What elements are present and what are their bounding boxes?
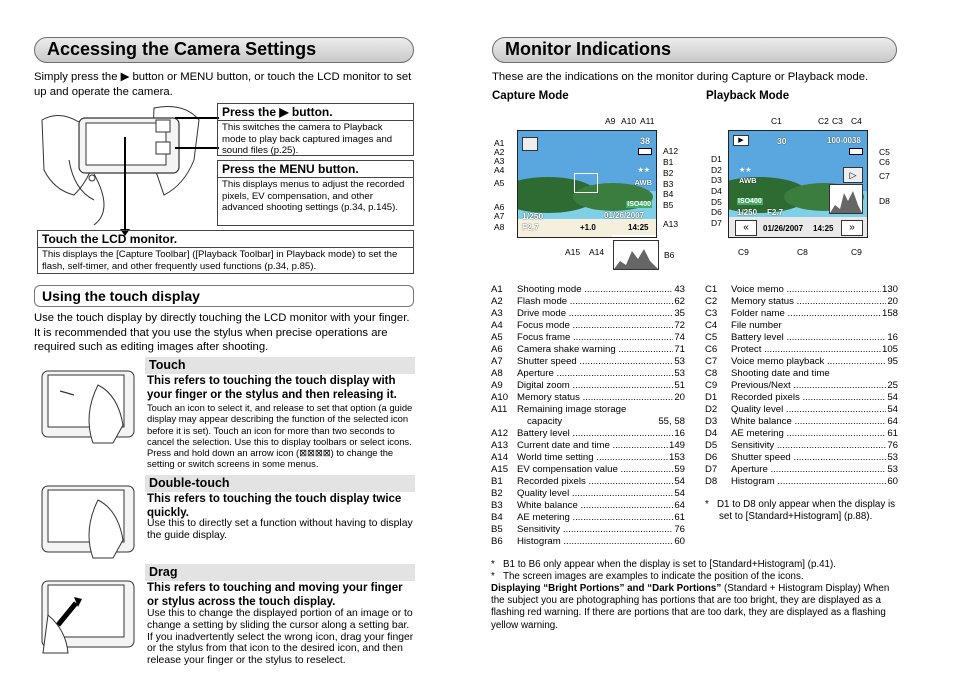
pb-label-d8: D8 — [879, 196, 890, 206]
touch-lcd-body: This displays the [Capture Toolbar] ([Playback Toolbar] in Playback mode) to set the flash, self-timer, and other frequently used functions (p.34, p.85). — [42, 249, 398, 272]
capture-index-list — [491, 284, 685, 548]
cap-label-a11: A11 — [640, 116, 655, 126]
playback-index-code: D7 — [705, 464, 718, 475]
pb-time-readout: 14:25 — [813, 224, 834, 233]
capture-index-row — [491, 428, 685, 440]
playback-index-page: 20 — [887, 296, 898, 307]
capture-index-code: A5 — [491, 332, 503, 343]
pb-date-readout: 01/26/2007 — [763, 224, 804, 233]
capture-index-code: A14 — [491, 452, 509, 463]
note-1: * B1 to B6 only appear when the display is set to [Standard+Histogram] (p.41). — [491, 559, 836, 570]
cap-label-a12: A12 — [663, 146, 679, 156]
playback-index-code: C3 — [705, 308, 718, 319]
capture-index-row — [491, 332, 685, 344]
playback-index-name: Quality level ..... — [731, 404, 886, 416]
capture-index-name: Current date and time ..... — [517, 440, 668, 452]
capture-index-code: A6 — [491, 344, 503, 355]
capture-index-code: A4 — [491, 320, 503, 331]
playback-index-name: Shooting date and time — [731, 368, 830, 379]
playback-index-name: Folder name ..... — [731, 308, 881, 320]
capture-index-name: Focus frame ..... — [517, 332, 673, 344]
press-menu-body: This displays menus to adjust the recorded pixels, EV compensation, and other advanced shooting settings (p.34, p.145). — [222, 179, 405, 213]
capture-index-page: 54 — [674, 476, 685, 487]
cap-label-b2: B2 — [663, 168, 674, 178]
capture-index-code: A9 — [491, 380, 503, 391]
capture-index-code: A8 — [491, 368, 503, 379]
pb-label-c3: C3 — [832, 116, 843, 126]
left-section-title: Accessing the Camera Settings — [34, 37, 414, 63]
playback-index-row — [705, 476, 898, 488]
playback-index-code: C9 — [705, 380, 718, 391]
playback-index-name: Memory status ..... — [731, 296, 886, 308]
capture-index-name: Shutter speed ..... — [517, 356, 673, 368]
capture-index-page: 51 — [674, 380, 685, 391]
touch-lcd-heading: Touch the LCD monitor. — [38, 231, 413, 248]
capture-index-code: A11 — [491, 404, 508, 415]
capture-index-name: Camera shake warning ..... — [517, 344, 673, 356]
playback-index-code: D5 — [705, 440, 718, 451]
pb-label-d1: D1 — [711, 154, 722, 164]
capture-index-page: 72 — [674, 320, 685, 331]
playback-index-name: Sensitivity ..... — [731, 440, 886, 452]
press-menu-heading: Press the MENU button. — [218, 161, 413, 178]
capture-index-row — [491, 452, 685, 464]
capture-index-page: 61 — [674, 512, 685, 523]
playback-index-page: 53 — [887, 464, 898, 475]
capture-index-name: capacity — [527, 416, 563, 427]
ev-readout: +1.0 — [580, 223, 596, 232]
cap-label-a13: A13 — [663, 219, 679, 229]
cap-label-a4: A4 — [494, 165, 505, 175]
playback-index-name: Aperture ..... — [731, 464, 886, 476]
pb-label-c1: C1 — [771, 116, 782, 126]
capture-index-name: Digital zoom ..... — [517, 380, 673, 392]
playback-index-name: Protect ..... — [731, 344, 881, 356]
battery-icon — [849, 148, 863, 155]
bright-heading: Displaying “Bright Portions” and “Dark Portions” — [491, 583, 722, 594]
playback-index-row — [705, 344, 898, 356]
arrow-line-play — [175, 117, 219, 119]
capture-index-page: 59 — [674, 464, 685, 475]
playback-index-page: 54 — [887, 392, 898, 403]
bright-body: When the subject you are photographing has portions that are too bright, they are displayed as a flashing red warning. If there are portions that are too dark, they are displayed as a flashing yellow warning. — [491, 583, 890, 631]
capture-index-row — [491, 524, 685, 536]
playback-index-page: 76 — [887, 440, 898, 451]
capture-index-page: 71 — [674, 344, 685, 355]
time-readout: 14:25 — [628, 223, 649, 232]
touch-display-intro: Use the touch display by directly touching the LCD monitor with your finger. It is recommended that you use the stylus when precise operations are required such as editing images after shooting. — [34, 312, 410, 353]
capture-index-name: Memory status ..... — [517, 392, 673, 404]
cap-label-a5: A5 — [494, 178, 505, 188]
playback-index-code: C2 — [705, 296, 718, 307]
pb-label-c2: C2 — [818, 116, 829, 126]
capture-index-row — [491, 380, 685, 392]
capture-index-row — [491, 356, 685, 368]
cap-label-a14: A14 — [589, 247, 605, 257]
capture-index-code: A1 — [491, 284, 503, 295]
capture-index-name: AE metering ..... — [517, 512, 673, 524]
playback-index-name: Battery level ..... — [731, 332, 886, 344]
touch-display-title: Using the touch display — [34, 285, 414, 307]
playback-note-text: D1 to D8 only appear when the display is set to [Standard+Histogram] (p.88). — [716, 499, 896, 523]
capture-index-row — [491, 416, 685, 428]
capture-index-page: 62 — [674, 296, 685, 307]
pb-label-d4: D4 — [711, 186, 722, 196]
capture-index-page: 60 — [674, 536, 685, 547]
camera-hands-illustration — [34, 100, 224, 230]
pb-label-d6: D6 — [711, 207, 722, 217]
pb-label-c6: C6 — [879, 157, 890, 167]
playback-index-code: D6 — [705, 452, 718, 463]
capture-index-code: B4 — [491, 512, 503, 523]
capture-index-row — [491, 344, 685, 356]
playback-index-row — [705, 380, 898, 392]
touch-lcd-box — [37, 230, 414, 274]
note-2: * The screen images are examples to indicate the position of the icons. — [491, 571, 804, 582]
capture-histogram — [613, 240, 659, 270]
shots-remaining: 38 — [639, 136, 650, 146]
pb-label-c5: C5 — [879, 147, 890, 157]
capture-index-page: 64 — [674, 500, 685, 511]
playback-index-code: C1 — [705, 284, 718, 295]
double-touch-body: Use this to directly set a function without having to display the guide display. — [147, 518, 413, 541]
capture-index-row — [491, 512, 685, 524]
capture-index-code: B6 — [491, 536, 503, 547]
playback-index-name: Histogram ..... — [731, 476, 886, 488]
cap-label-a6: A6 — [494, 202, 505, 212]
playback-index-page — [897, 320, 898, 332]
pb-shutter-readout: 1/250 — [737, 208, 758, 217]
playback-index-page: 16 — [887, 332, 898, 343]
playback-index-code: C7 — [705, 356, 718, 367]
playback-index-page — [897, 368, 898, 380]
playback-index-name: AE metering ..... — [731, 428, 886, 440]
playback-index-code: D8 — [705, 476, 718, 487]
playback-index-page: 54 — [887, 404, 898, 415]
playback-index-name: Previous/Next ..... — [731, 380, 886, 392]
capture-index-row — [491, 536, 685, 548]
playback-index-page: 53 — [887, 452, 898, 463]
capture-index-code: B5 — [491, 524, 503, 535]
capture-index-row — [491, 320, 685, 332]
capture-index-row — [491, 404, 685, 416]
drag-heading: Drag — [145, 564, 415, 581]
playback-index-page: 158 — [881, 308, 898, 319]
playback-index-row — [705, 416, 898, 428]
capture-index-code: A12 — [491, 428, 509, 439]
pb-label-d5: D5 — [711, 197, 722, 207]
playback-index-page: 61 — [887, 428, 898, 439]
capture-index-page: 20 — [674, 392, 685, 403]
playback-index-row — [705, 440, 898, 452]
touch-lead: This refers to touching the touch display with your finger or the stylus and then releasing it. — [147, 375, 397, 401]
capture-index-page: 53 — [674, 368, 685, 379]
playback-index-code: C5 — [705, 332, 718, 343]
capture-index-page: 43 — [674, 284, 685, 295]
cap-label-a8: A8 — [494, 222, 505, 232]
arrow-line-menu — [175, 147, 219, 149]
capture-index-name: World time setting ..... — [517, 452, 668, 464]
capture-index-page: 76 — [674, 524, 685, 535]
press-play-body: This switches the camera to Playback mode to play back captured images and sound files (p.25). — [222, 122, 393, 156]
capture-index-name: Recorded pixels ..... — [517, 476, 673, 488]
cap-label-a1: A1 — [494, 138, 505, 148]
cap-label-a10: A10 — [621, 116, 637, 126]
pb-label-c7: C7 — [879, 171, 890, 181]
double-touch-lead: This refers to touching the touch display twice quickly. — [147, 493, 402, 519]
playback-index-page: 64 — [887, 416, 898, 427]
pb-label-c9-left: C9 — [738, 247, 749, 257]
playback-index-code: C4 — [705, 320, 718, 331]
cap-label-a2: A2 — [494, 147, 505, 157]
playback-index-code: C6 — [705, 344, 718, 355]
pb-wb-readout: AWB — [739, 176, 757, 185]
capture-index-page: 55, 58 — [658, 416, 685, 427]
capture-index-code: A13 — [491, 440, 509, 451]
prev-arrow-icon[interactable]: « — [735, 220, 757, 236]
playback-index-row — [705, 368, 898, 380]
capture-index-name: Histogram ..... — [517, 536, 673, 548]
bright-dark-section — [491, 583, 901, 632]
bright-heading-paren: (Standard + Histogram Display) — [724, 583, 861, 594]
capture-screen — [517, 130, 657, 238]
cap-label-b3: B3 — [663, 179, 674, 189]
playback-index-name: Shutter speed ..... — [731, 452, 886, 464]
capture-index-row — [491, 296, 685, 308]
drag-lead: This refers to touching and moving your finger or stylus across the touch display. — [147, 582, 403, 608]
drag-body: Use this to change the displayed portion of an image or to change a setting by sliding the cursor along a setting bar. If you inadvertently select the wrong icon, drag your finger or the stylus from that icon to the desired icon, and then release your finger or the stylus to reselect. — [147, 608, 414, 667]
playback-index-code: D2 — [705, 404, 718, 415]
cap-label-a15: A15 — [565, 247, 581, 257]
playback-index-row — [705, 428, 898, 440]
touch-illustration — [38, 365, 138, 445]
playback-index-name: White balance ..... — [731, 416, 886, 428]
playback-index-code: D4 — [705, 428, 718, 439]
pb-quality-stars: ★★ — [739, 167, 752, 174]
playback-index-row — [705, 332, 898, 344]
capture-index-name: Focus mode ..... — [517, 320, 673, 332]
cap-label-b6: B6 — [664, 250, 675, 260]
next-arrow-icon[interactable]: » — [841, 220, 863, 236]
pb-histogram — [829, 184, 863, 214]
playback-index-row — [705, 452, 898, 464]
capture-index-code — [491, 416, 517, 428]
capture-index-row — [491, 476, 685, 488]
capture-index-name: Quality level ..... — [517, 488, 673, 500]
touch-heading: Touch — [145, 357, 415, 374]
playback-index-row — [705, 320, 898, 332]
capture-index-code: A2 — [491, 296, 503, 307]
file-number-readout: 100-0038 — [827, 136, 861, 145]
double-touch-illustration — [38, 480, 138, 560]
aperture-readout: F2.7 — [522, 222, 540, 232]
pb-label-d2: D2 — [711, 165, 722, 175]
pb-label-c4: C4 — [851, 116, 862, 126]
playback-index-code: D3 — [705, 416, 718, 427]
playback-index-list — [705, 284, 898, 488]
playback-index-row — [705, 392, 898, 404]
capture-index-page: 54 — [674, 488, 685, 499]
capture-index-code: A7 — [491, 356, 503, 367]
playback-index-name: Voice memo ..... — [731, 284, 881, 296]
pb-label-d3: D3 — [711, 175, 722, 185]
arrow-line-lcd-v — [124, 137, 126, 229]
right-intro: These are the indications on the monitor during Capture or Playback mode. — [492, 71, 869, 83]
playback-index-page: 25 — [887, 380, 898, 391]
left-intro: Simply press the ▶ button or MENU button, or touch the LCD monitor to set up and operate the camera. — [34, 71, 412, 98]
touch-body: Touch an icon to select it, and release to set that option (a guide display may appear describing the function of the selected icon before it is set). Touch an icon for more than two seconds to cancel the selection. Use this to display toolbars or select icons. Press and hold down an arrow icon (⊠⊠⊠⊠) to change the setting or switch screens in some menus. — [147, 402, 413, 470]
capture-index-code: B3 — [491, 500, 503, 511]
date-readout: 01/26/2007 — [604, 211, 645, 220]
cap-label-b5: B5 — [663, 200, 674, 210]
capture-index-row — [491, 464, 685, 476]
battery-icon — [638, 148, 652, 155]
playback-screen — [728, 130, 868, 238]
capture-index-page: 149 — [668, 440, 685, 451]
capture-index-code: A10 — [491, 392, 509, 403]
capture-index-page: 35 — [674, 308, 685, 319]
right-section-title: Monitor Indications — [492, 37, 897, 63]
cap-label-a3: A3 — [494, 156, 505, 166]
note-2-text: The screen images are examples to indicate the position of the icons. — [502, 571, 804, 582]
capture-index-name: Drive mode ..... — [517, 308, 673, 320]
capture-index-name: Sensitivity ..... — [517, 524, 673, 536]
capture-index-row — [491, 308, 685, 320]
capture-index-name: Remaining image storage — [517, 404, 627, 415]
focus-frame — [574, 173, 598, 193]
capture-index-name: EV compensation value ..... — [517, 464, 673, 476]
capture-index-name: White balance ..... — [517, 500, 673, 512]
capture-index-page — [684, 404, 685, 416]
playback-index-name: Recorded pixels ..... — [731, 392, 886, 404]
playback-index-row — [705, 464, 898, 476]
playback-mode-label: Playback Mode — [706, 90, 790, 102]
capture-index-page: 74 — [674, 332, 685, 343]
double-touch-heading: Double-touch — [145, 475, 415, 492]
cap-label-b1: B1 — [663, 157, 674, 167]
capture-mode-label: Capture Mode — [492, 90, 569, 102]
pb-label-c8: C8 — [797, 247, 808, 257]
playback-note: * D1 to D8 only appear when the display is set to [Standard+Histogram] (p.88). — [705, 499, 896, 523]
cap-label-b4: B4 — [663, 189, 674, 199]
pb-aperture-readout: F2.7 — [767, 208, 784, 217]
capture-index-row — [491, 392, 685, 404]
capture-index-row — [491, 500, 685, 512]
playback-index-code: D1 — [705, 392, 718, 403]
shutter-readout: 1/250 — [522, 211, 544, 221]
pb-iso-readout: ISO400 — [738, 198, 762, 205]
drag-illustration — [38, 575, 138, 655]
press-menu-box — [217, 160, 414, 226]
playback-index-page: 105 — [881, 344, 898, 355]
playback-index-row — [705, 356, 898, 368]
playback-index-page: 130 — [881, 284, 898, 295]
playback-index-row — [705, 284, 898, 296]
playback-index-code: C8 — [705, 368, 718, 379]
playback-index-row — [705, 296, 898, 308]
capture-index-name: Shooting mode ..... — [517, 284, 673, 296]
capture-index-row — [491, 368, 685, 380]
note-1-text: B1 to B6 only appear when the display is set to [Standard+Histogram] (p.41). — [502, 559, 836, 570]
capture-index-page: 16 — [674, 428, 685, 439]
voice-play-icon[interactable]: ▷ — [843, 167, 863, 183]
capture-index-code: B2 — [491, 488, 503, 499]
capture-index-name: Flash mode ..... — [517, 296, 673, 308]
iso-readout: ISO400 — [627, 201, 651, 208]
capture-index-code: B1 — [491, 476, 503, 487]
capture-index-name: Aperture ..... — [517, 368, 673, 380]
capture-index-code: A15 — [491, 464, 509, 475]
capture-index-row — [491, 488, 685, 500]
playback-index-row — [705, 308, 898, 320]
pb-label-c9-right: C9 — [851, 247, 862, 257]
playback-index-page: 60 — [887, 476, 898, 487]
capture-index-code: A3 — [491, 308, 503, 319]
shooting-mode-icon — [522, 137, 538, 151]
playback-index-row — [705, 404, 898, 416]
playback-index-name: Voice memo playback ..... — [731, 356, 886, 368]
press-play-heading: Press the ▶ button. — [218, 104, 413, 121]
playback-index-name: File number — [731, 320, 782, 331]
capture-index-name: Battery level ..... — [517, 428, 673, 440]
cap-label-a7: A7 — [494, 211, 505, 221]
playback-index-page: 95 — [887, 356, 898, 367]
capture-index-page: 53 — [674, 356, 685, 367]
capture-index-row — [491, 440, 685, 452]
cap-label-a9: A9 — [605, 116, 616, 126]
press-play-box — [217, 103, 414, 156]
capture-index-row — [491, 284, 685, 296]
pb-label-d7: D7 — [711, 218, 722, 228]
voice-memo-readout: 30 — [777, 136, 787, 146]
wb-readout: AWB — [634, 178, 652, 187]
capture-index-page: 153 — [668, 452, 685, 463]
quality-stars: ★★ — [637, 167, 650, 174]
play-mode-icon: ▶ — [733, 135, 749, 146]
